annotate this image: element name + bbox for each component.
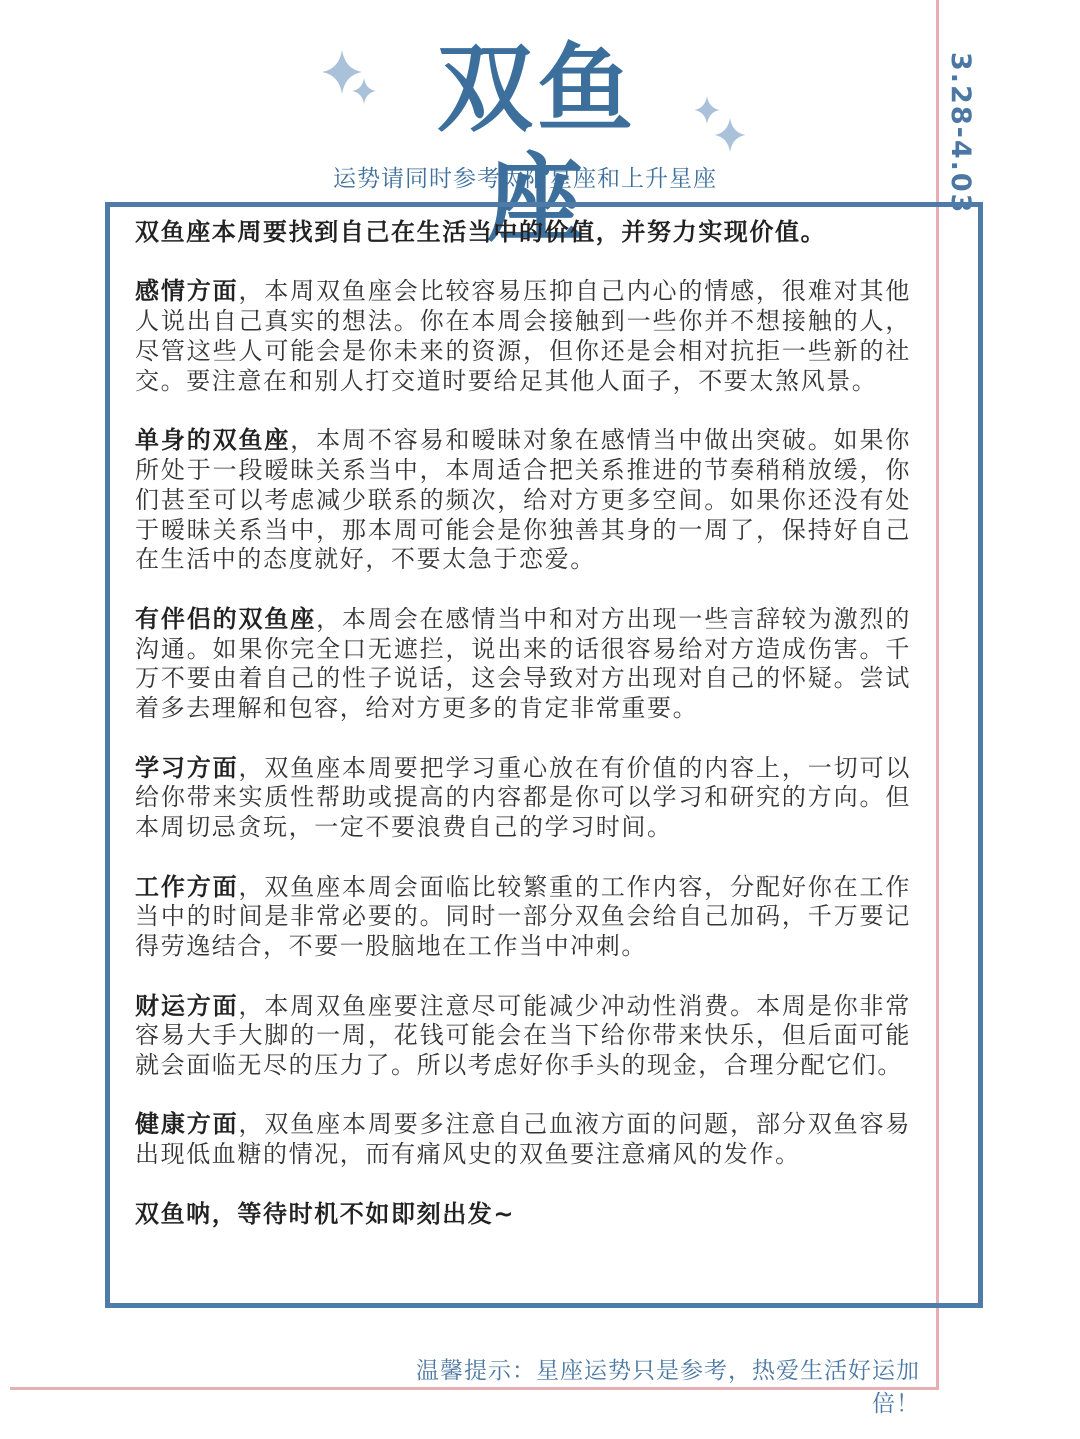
section-label: 感情方面 [135,277,239,306]
closing-sentence: 双鱼呐，等待时机不如即刻出发~ [135,1199,516,1228]
footer-tip: 温馨提示：星座运势只是参考，热爱生活好运加倍！ [416,1358,920,1417]
section-study [135,754,911,843]
section-label: 有伴侣的双鱼座 [135,604,317,633]
lead-sentence: 双鱼座本周要找到自己在生活当中的价值，并努力实现价值。 [135,218,827,246]
section-text: ，本周会在感情当中和对方出现一些言辞较为激烈的沟通。如果你完全口无遮拦，说出来的话很容易给对方造成伤害。千万不要由着自己的性子说话，这会导致对方出现对自己的怀疑。尝试着多去理解和包容，给对方更多的肯定非常重要。 [135,604,911,723]
section-health [135,1110,911,1170]
section-single [135,426,911,575]
section-text: ，本周双鱼座会比较容易压抑自己内心的情感，很难对其他人说出自己真实的想法。你在本周会接触到一些你并不想接触的人，尽管这些人可能会是你未来的资源，但你还是会相对抗拒一些新的社交。要注意在和别人打交道时要给足其他人面子，不要太煞风景。 [135,277,911,395]
sparkle-icon-large-right [714,118,746,152]
section-label: 工作方面 [135,872,239,901]
section-text: ，双鱼座本周会面临比较繁重的工作内容，分配好你在工作当中的时间是非常必要的。同时一部分双鱼会给自己加码，千万要记得劳逸结合，不要一股脑地在工作当中冲刺。 [135,872,911,961]
section-text: ，双鱼座本周要多注意自己血液方面的问题，部分双鱼容易出现低血糖的情况，而有痛风史的双鱼要注意痛风的发作。 [135,1110,911,1169]
subtitle: 运势请同时参考太阳星座和上升星座 [333,166,717,192]
section-label: 财运方面 [135,991,239,1020]
section-text: ，本周双鱼座要注意尽可能减少冲动性消费。本周是你非常容易大手大脚的一周，花钱可能会在当下给你带来快乐，但后面可能就会面临无尽的压力了。所以考虑好你手头的现金，合理分配它们。 [135,991,911,1080]
section-text: ，双鱼座本周要把学习重心放在有价值的内容上，一切可以给你带来实质性帮助或提高的内容都是你可以学习和研究的方向。但本周切忌贪玩，一定不要浪费自己的学习时间。 [135,753,911,842]
section-finance [135,992,911,1081]
section-work [135,873,911,962]
section-partnered [135,605,911,724]
section-label: 学习方面 [135,753,239,782]
section-text: ，本周不容易和暧昧对象在感情当中做出突破。如果你所处于一段暧昧关系当中，本周适合把关系推进的节奏稍稍放缓，你们甚至可以考虑减少联系的频次，给对方更多空间。如果你还没有处于暧昧关系当中，那本周可能会是你独善其身的一周了，保持好自己在生活中的态度就好，不要太急于恋爱。 [135,426,911,574]
section-label: 单身的双鱼座 [135,426,291,455]
horoscope-content [135,218,911,1259]
date-range: 3.28-4.03 [945,52,976,215]
sparkle-icon-small-left [352,78,376,104]
page-title: 双鱼座 [437,33,637,255]
section-label: 健康方面 [135,1110,239,1139]
section-love [135,277,911,396]
